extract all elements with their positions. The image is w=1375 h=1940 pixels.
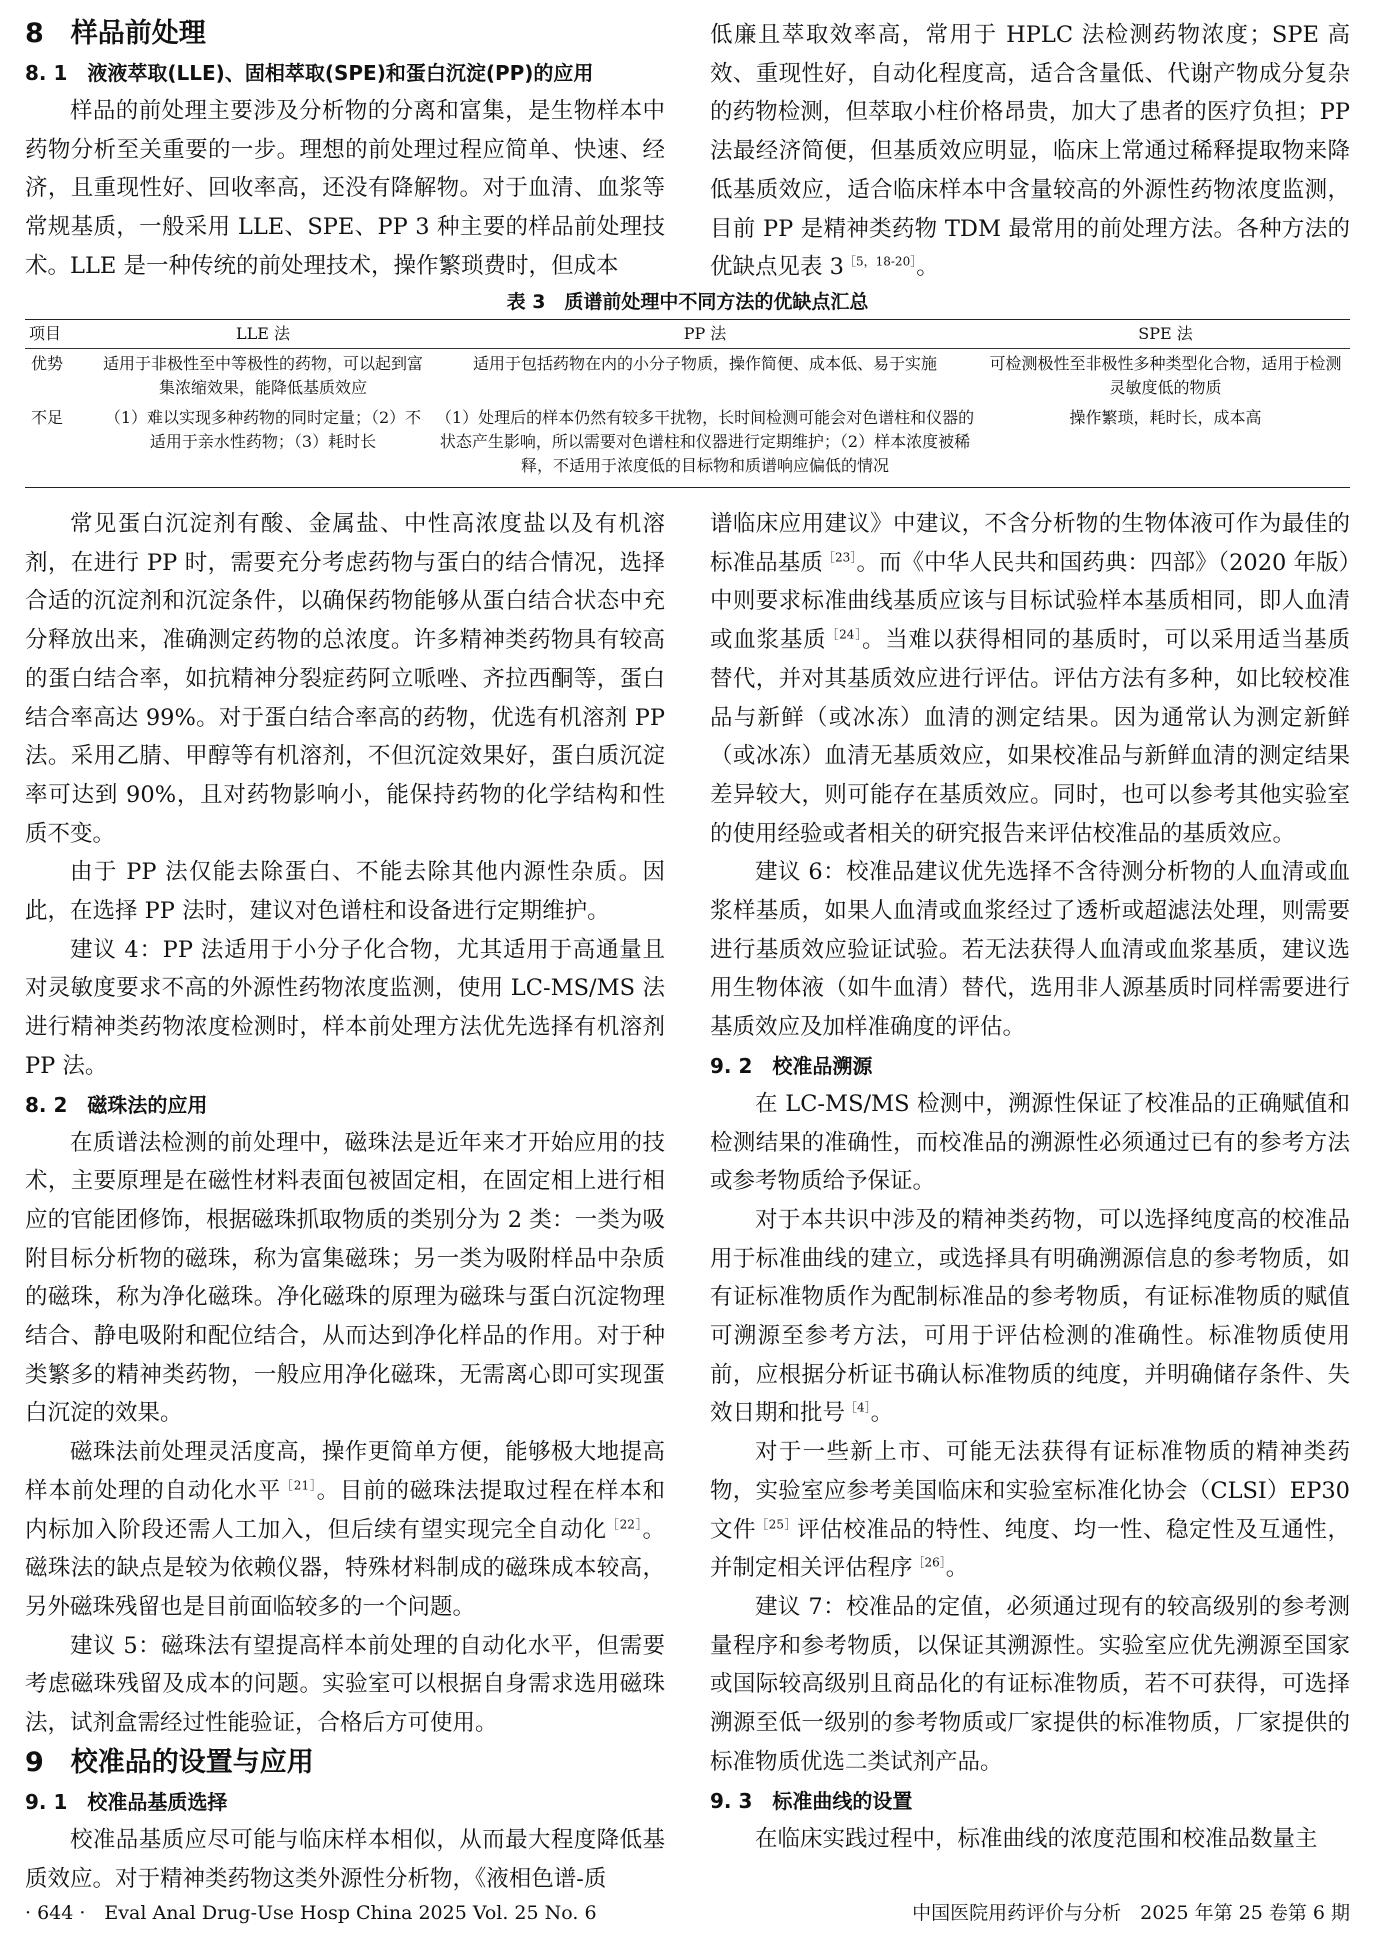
paragraph: 在临床实践过程中，标准曲线的浓度范围和校准品数量主 (755, 1825, 1318, 1852)
citation: ［23］ (822, 550, 857, 565)
section-9-heading: 9 校准品的设置与应用 (25, 1746, 314, 1778)
paragraph (710, 1201, 1350, 1433)
footer-left: · 644 · Eval Anal Drug-Use Hosp China 2025 Vol. 25 No. 6 (25, 1902, 597, 1924)
table-header-cell: 项目 (25, 320, 97, 349)
paragraph-text: 。磁珠法的缺点是较为依赖仪器，特殊材料制成的磁珠成本较高，另外磁珠残留也是目前面临较多的一个问题。 (25, 1516, 665, 1620)
section-8-heading: 8 样品前处理 (25, 18, 206, 49)
citation: ［5，18-20］ (843, 254, 917, 269)
table-row (25, 403, 1350, 488)
table-cell: （1）难以实现多种药物的同时定量；（2）不适用于亲水性药物；（3）耗时长 (104, 408, 422, 451)
table-3-caption: 表 3 质谱前处理中不同方法的优缺点汇总 (506, 291, 869, 313)
table-cell: 操作繁琐，耗时长，成本高 (1069, 408, 1262, 427)
paragraph: 建议 4：PP 法适用于小分子化合物，尤其适用于高通量且对灵敏度要求不高的外源性药物浓度监测，使用 LC-MS/MS 法进行精神类药物浓度检测时，样本前处理方法优先选择有机溶剂 PP 法。 (25, 936, 665, 1079)
paragraph-text: 。当难以获得相同的基质时，可以采用适当基质替代，并对其基质效应进行评估。评估方法有多种，如比较校准品与新鲜（或冰冻）血清的测定结果。因为通常认为测定新鲜（或冰冻）血清无基质效应，如果校准品与新鲜血清的测定结果差异较大，则可能存在基质效应。同时，也可以参考其他实验室的使用经验或者相关的研究报告来评估校准品的基质效应。 (710, 627, 1350, 847)
paragraph (25, 1433, 665, 1627)
paragraph: 由于 PP 法仅能去除蛋白、不能去除其他内源性杂质。因此，在选择 PP 法时，建议对色谱柱和设备进行定期维护。 (25, 859, 665, 925)
paragraph-text: 。 (870, 1400, 894, 1427)
paragraph-text: 评估校准品的特性、纯度、均一性、稳定性及互通性，并制定相关评估程序 (710, 1516, 1350, 1582)
citation: ［25］ (756, 1517, 798, 1532)
top-left-column (25, 14, 665, 286)
paragraph: 建议 6：校准品建议优先选择不含待测分析物的人血清或血浆样基质，如果人血清或血浆经过了透析或超滤法处理，则需要进行基质效应验证试验。若无法获得人血清或血浆基质，建议选用生物体液（如牛血清）替代，选用非人源基质时同样需要进行基质效应及加样准确度的评估。 (710, 859, 1350, 1041)
table-header-cell: LLE 法 (97, 320, 429, 349)
table-cell: （1）处理后的样本仍然有较多干扰物，长时间检测可能会对色谱柱和仪器的状态产生影响，所以需要对色谱柱和仪器进行定期维护；（2）样本浓度被稀释，不适用于浓度低的目标物和质谱响应偏低的情况 (435, 408, 975, 475)
table-bottom-rule (25, 487, 1350, 488)
table-cell: 不足 (31, 408, 64, 427)
table-header-row (25, 320, 1350, 349)
bottom-left-column (25, 505, 665, 1898)
citation: ［24］ (826, 627, 862, 642)
paragraph-text: 磁珠法前处理灵活度高，操作更简单方便，能够极大地提高样本前处理的自动化水平 (25, 1439, 665, 1504)
section-9-3-heading: 9. 3 标准曲线的设置 (710, 1788, 913, 1813)
paragraph-text: 。 (945, 1555, 969, 1582)
paragraph-text: 。目前的磁珠法提取过程在样本和内标加入阶段还需人工加入，但后续有望实现完全自动化 (25, 1477, 665, 1543)
paragraph: 样品的前处理主要涉及分析物的分离和富集，是生物样本中药物分析至关重要的一步。理想的前处理过程应简单、快速、经济，且重现性好、回收率高，还没有降解物。对于血清、血浆等常规基质，一般采用 LLE、SPE、PP 3 种主要的样品前处理技术。LLE 是一种传统的前处理技术，操作繁琐费时，但成本 (25, 98, 665, 279)
paragraph: 建议 7：校准品的定值，必须通过现有的较高级别的参考测量程序和参考物质，以保证其溯源性。实验室应优先溯源至国家或国际较高级别且商品化的有证标准物质，若不可获得，可选择溯源至低一级别的参考物质或厂家提供的标准物质，厂家提供的标准物质优选二类试剂产品。 (710, 1593, 1350, 1775)
citation: ［26］ (912, 1555, 946, 1570)
table-header-cell: PP 法 (429, 320, 981, 349)
table-3 (25, 320, 1350, 488)
paragraph: 校准品基质应尽可能与临床样本相似，从而最大程度降低基质效应。对于精神类药物这类外源性分析物，《液相色谱-质 (25, 1826, 665, 1892)
paragraph: 在 LC-MS/MS 检测中，溯源性保证了校准品的正确赋值和检测结果的准确性，而校准品的溯源性必须通过已有的参考方法或参考物质给予保证。 (710, 1090, 1350, 1195)
table-cell: 优势 (31, 354, 64, 373)
section-9-2-heading: 9. 2 校准品溯源 (710, 1053, 873, 1078)
paragraph-text: 。而《中华人民共和国药典：四部》（2020 年版）中则要求标准曲线基质应该与目标试验样本基质相同，即人血清或血浆基质 (710, 549, 1350, 654)
table-row (25, 349, 1350, 404)
citation: ［21］ (281, 1478, 317, 1493)
paragraph: 常见蛋白沉淀剂有酸、金属盐、中性高浓度盐以及有机溶剂，在进行 PP 时，需要充分考虑药物与蛋白的结合情况，选择合适的沉淀剂和沉淀条件，以确保药物能够从蛋白结合状态中充分释放出来，准确测定药物的总浓度。许多精神类药物具有较高的蛋白结合率，如抗精神分裂症药阿立哌唑、齐拉西酮等，蛋白结合率高达 99%。对于蛋白结合率高的药物，优选有机溶剂 PP 法。采用乙腈、甲醇等有机溶剂，不但沉淀效果好，蛋白质沉淀率可达到 90%，且对药物影响小，能保持药物的化学结构和性质不变。 (25, 511, 665, 847)
citation: ［22］ (606, 1517, 643, 1532)
paragraph (710, 505, 1350, 853)
citation: ［4］ (845, 1400, 871, 1415)
footer-right: 中国医院用药评价与分析 2025 年第 25 卷第 6 期 (912, 1902, 1350, 1924)
paragraph: 在质谱法检测的前处理中，磁珠法是近年来才开始应用的技术，主要原理是在磁性材料表面包被固定相，在固定相上进行相应的官能团修饰，根据磁珠抓取物质的类别分为 2 类：一类为吸附目标分析物的磁珠，称为富集磁珠；另一类为吸附样品中杂质的磁珠，称为净化磁珠。净化磁珠的原理为磁珠与蛋白沉淀物理结合、静电吸附和配位结合，从而达到净化样品的作用。对于种类繁多的精神类药物，一般应用净化磁珠，无需离心即可实现蛋白沉淀的效果。 (25, 1129, 665, 1427)
table-cell: 适用于包括药物在内的小分子物质，操作简便、成本低、易于实施 (472, 354, 937, 373)
top-right-column (710, 16, 1350, 287)
section-9-1-heading: 9. 1 校准品基质选择 (25, 1789, 228, 1814)
paragraph-text: 。 (916, 254, 939, 281)
section-8-1-heading: 8. 1 液液萃取(LLE)、固相萃取(SPE)和蛋白沉淀(PP)的应用 (25, 61, 594, 85)
table-cell: 适用于非极性至中等极性的药物，可以起到富集浓缩效果，能降低基质效应 (103, 354, 424, 397)
paragraph-text: 谱临床应用建议》中建议，不含分析物的生物体液可作为最佳的标准品基质 (710, 511, 1350, 576)
section-8-2-heading: 8. 2 磁珠法的应用 (25, 1092, 208, 1117)
paragraph (710, 16, 1350, 287)
paragraph (710, 1433, 1350, 1588)
paragraph-text: 对于一些新上市、可能无法获得有证标准物质的精神类药物，实验室应参考美国临床和实验室标准化协会（CLSI）EP30 文件 (710, 1439, 1350, 1543)
paragraph-text: 对于本共识中涉及的精神类药物，可以选择纯度高的校准品用于标准曲线的建立，或选择具有明确溯源信息的参考物质，如有证标准物质作为配制标准品的参考物质，有证标准物质的赋值可溯源至参考方法，可用于评估检测的准确性。标准物质使用前，应根据分析证书确认标准物质的纯度，并明确储存条件、失效日期和批号 (710, 1206, 1350, 1427)
paragraph-text: 低廉且萃取效率高，常用于 HPLC 法检测药物浓度；SPE 高效、重现性好，自动化程度高，适合含量低、代谢产物成分复杂的药物检测，但萃取小柱价格昂贵，加大了患者的医疗负担；PP 法最经济简便，但基质效应明显，临床上常通过稀释提取物来降低基质效应，适合临床样本中含量较高的外源性药物浓度监测，目前 PP 是精神类药物 TDM 最常用的前处理方法。各种方法的优缺点见表 3 (710, 22, 1350, 281)
paragraph: 建议 5：磁珠法有望提高样本前处理的自动化水平，但需要考虑磁珠残留及成本的问题。实验室可以根据自身需求选用磁珠法，试剂盒需经过性能验证，合格后方可使用。 (25, 1632, 665, 1737)
table-header-cell: SPE 法 (981, 320, 1350, 349)
bottom-right-column (710, 505, 1350, 1858)
table-cell: 可检测极性至非极性多种类型化合物，适用于检测灵敏度低的物质 (989, 354, 1342, 397)
